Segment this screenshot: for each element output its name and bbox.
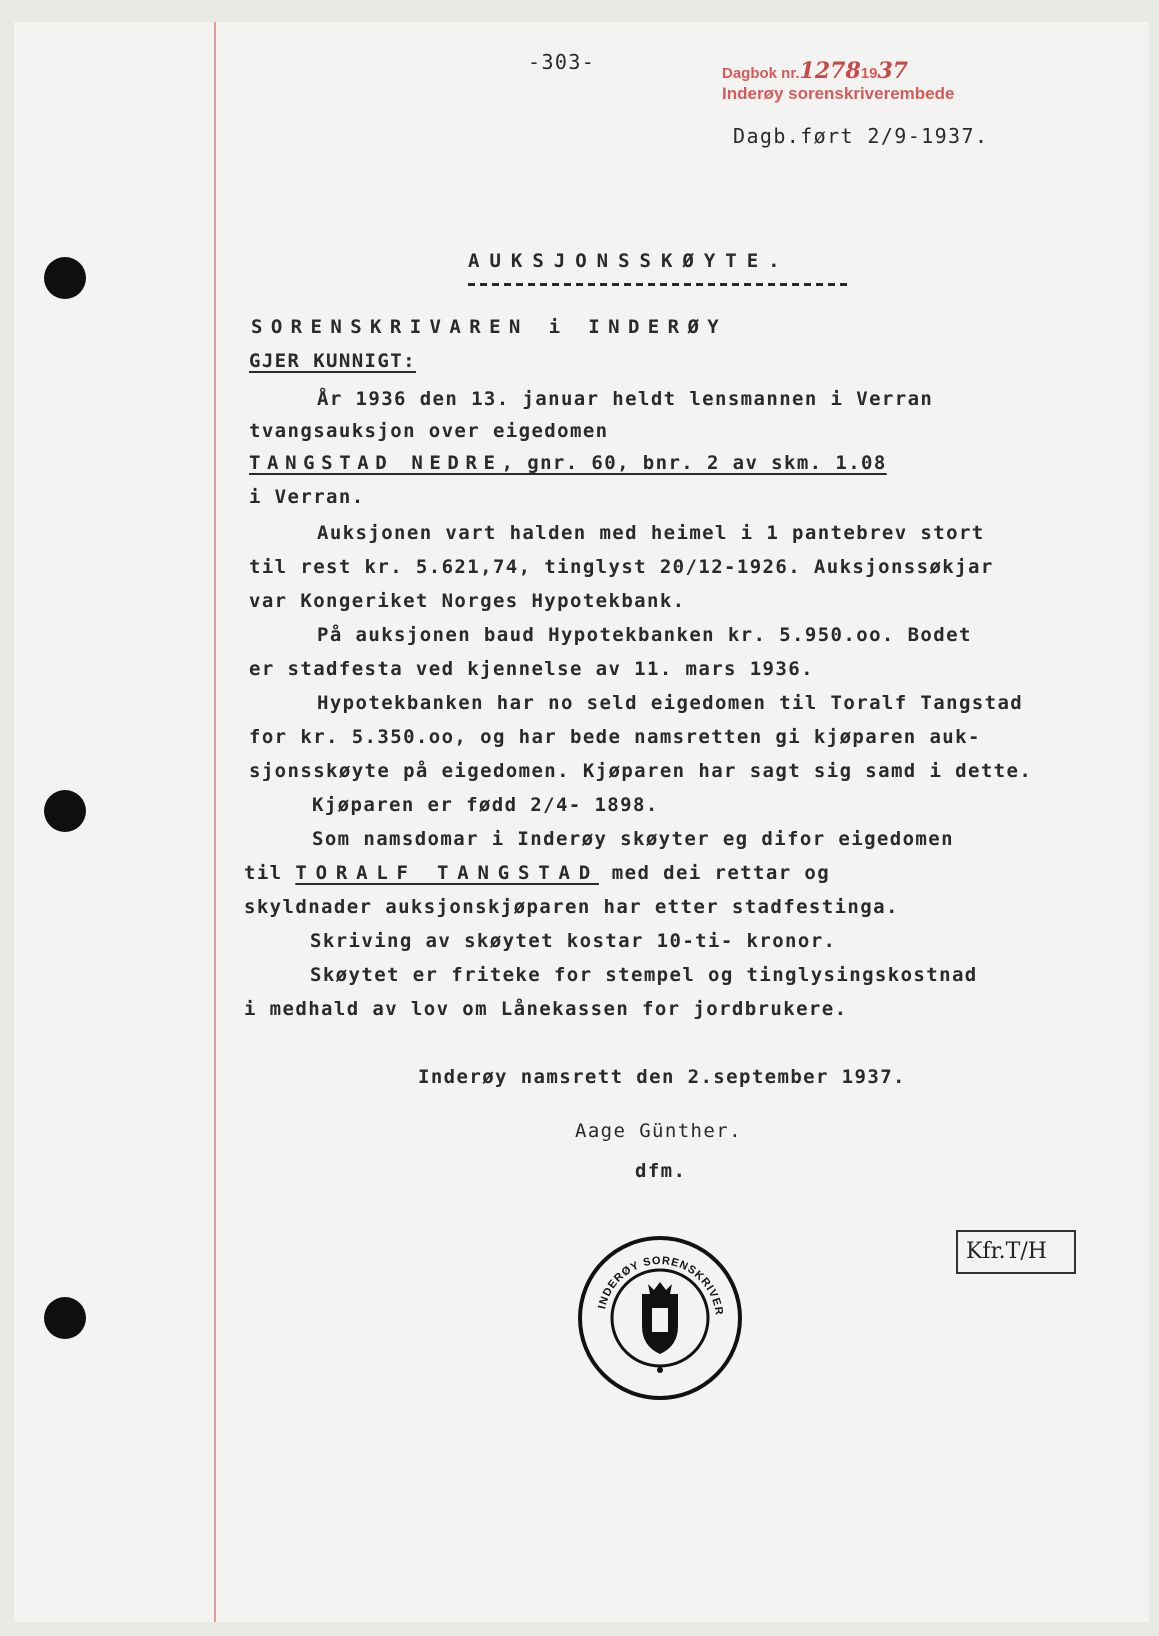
text-line: sjonsskøyte på eigedomen. Kjøparen har sagt sig samd i dette. — [249, 760, 1033, 782]
dagbok-stamp — [722, 58, 908, 84]
dagb-fort: Dagb.ført 2/9-1937. — [733, 124, 989, 148]
text-line: er stadfesta ved kjennelse av 11. mars 1936. — [249, 658, 814, 680]
issuer: SORENSKRIVAREN i INDERØY — [251, 316, 728, 338]
coat-of-arms-icon — [582, 1240, 738, 1396]
dagbok-year-prefix: 19 — [860, 65, 878, 82]
place-date: Inderøy namsrett den 2.september 1937. — [418, 1066, 906, 1088]
text-line: Kjøparen er fødd 2/4- 1898. — [312, 794, 659, 816]
dagbok-year: 37 — [877, 58, 909, 84]
text-line: Skøytet er friteke for stempel og tinglysingskostnad — [310, 964, 978, 986]
page-number: -303- — [528, 50, 596, 74]
official-seal — [578, 1236, 742, 1400]
property-details: , gnr. 60, bnr. 2 av skm. 1.08 — [501, 452, 887, 474]
text-line: var Kongeriket Norges Hypotekbank. — [249, 590, 686, 612]
text-line: År 1936 den 13. januar heldt lensmannen i Verran — [317, 388, 934, 410]
buyer-line — [244, 862, 830, 884]
title-underline — [468, 283, 852, 286]
text-line: Hypotekbanken har no seld eigedomen til Toralf Tangstad — [317, 692, 1024, 714]
dagbok-number: 1278 — [799, 58, 861, 84]
punch-hole-icon — [44, 790, 86, 832]
buyer-name: TORALF TANGSTAD — [295, 862, 599, 884]
text-line: Skriving av skøytet kostar 10-ti- kronor. — [310, 930, 837, 952]
punch-hole-icon — [44, 1297, 86, 1339]
kfr-box: Kfr.T/H — [956, 1230, 1076, 1274]
text-line: i medhald av lov om Lånekassen for jordbrukere. — [244, 998, 848, 1020]
text-line: Auksjonen vart halden med heimel i 1 pantebrev stort — [317, 522, 985, 544]
proclamation: GJER KUNNIGT: — [249, 350, 416, 372]
signature: Aage Günther. — [575, 1120, 742, 1142]
text-line: tvangsauksjon over eigedomen — [249, 420, 609, 442]
text-line: skyldnader auksjonskjøparen har etter stadfestinga. — [244, 896, 899, 918]
dagbok-prefix: Dagbok nr. — [722, 65, 800, 82]
text-fragment: med dei rettar og — [598, 862, 831, 884]
punch-hole-icon — [44, 257, 86, 299]
text-line: til rest kr. 5.621,74, tinglyst 20/12-1926. Auksjonssøkjar — [249, 556, 994, 578]
property-name: TANGSTAD NEDRE — [249, 452, 502, 474]
signature-suffix: dfm. — [635, 1160, 687, 1182]
document-title: AUKSJONSSKØYTE. — [468, 250, 790, 272]
property-line — [249, 452, 887, 474]
text-fragment: til — [244, 862, 296, 884]
text-line: På auksjonen baud Hypotekbanken kr. 5.950.oo. Bodet — [317, 624, 972, 646]
text-line: Som namsdomar i Inderøy skøyter eg difor eigedomen — [312, 828, 954, 850]
seal-text: INDERØY SORENSKRIVER — [596, 1254, 725, 1317]
margin-line — [214, 22, 216, 1622]
text-line: i Verran. — [249, 486, 365, 508]
office-stamp: Inderøy sorenskriverembede — [722, 84, 955, 103]
text-line: for kr. 5.350.oo, og har bede namsretten gi kjøparen auk- — [249, 726, 981, 748]
